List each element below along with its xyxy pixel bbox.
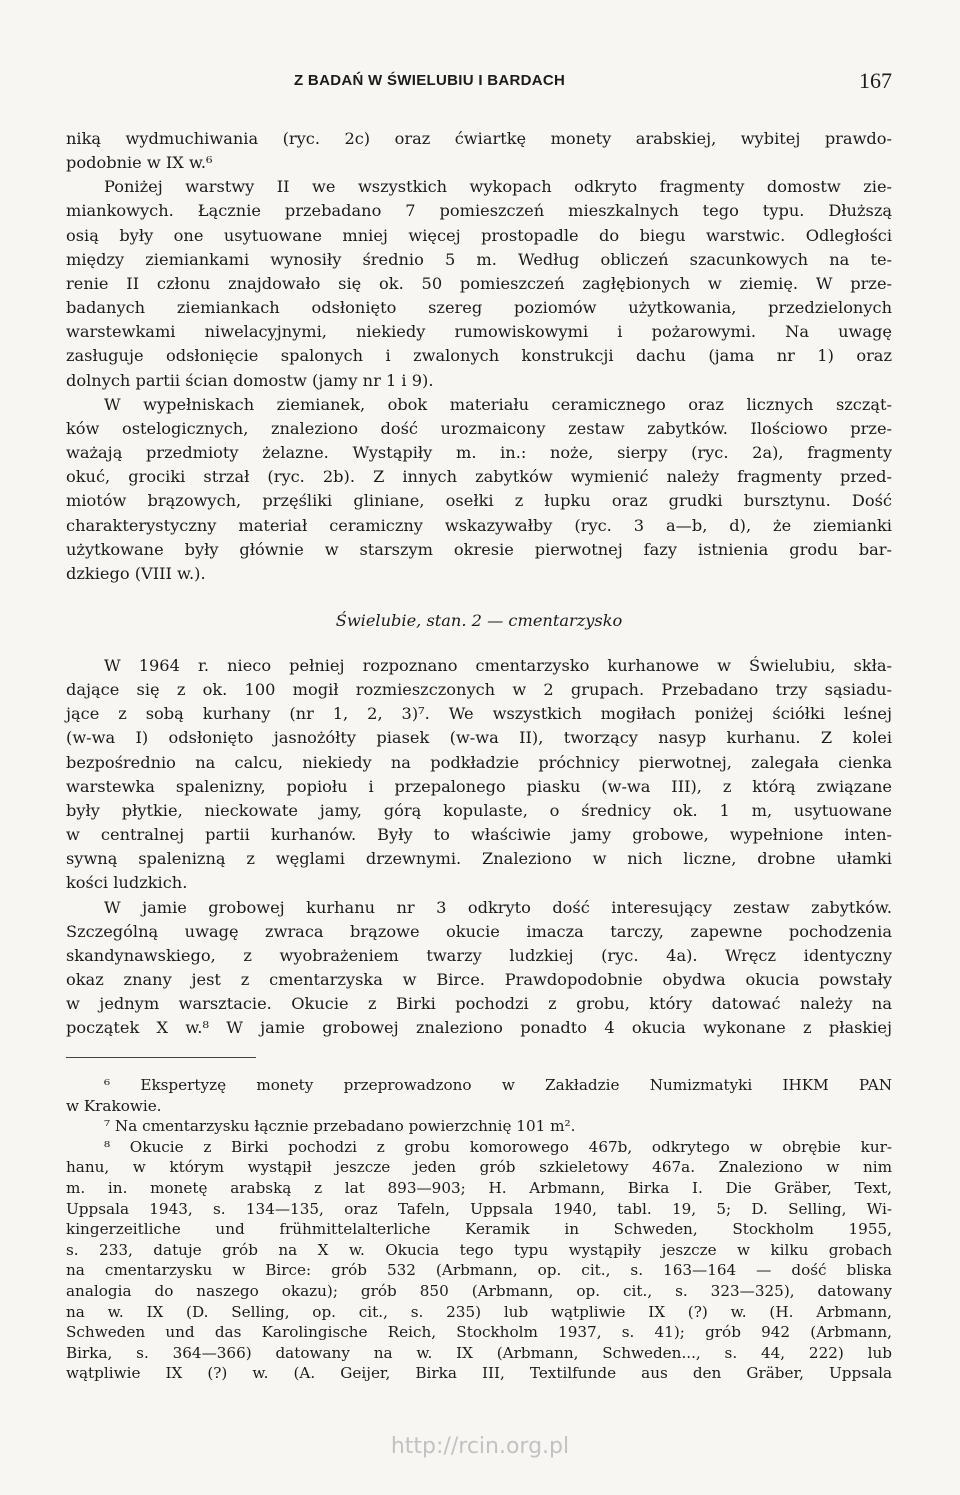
text-line: bezpośrednio na calcu, niekiedy na podkładzie próchnicy pierwotnej, zalegała cienka <box>66 752 892 772</box>
text-line: skandynawskiego, z wyobrażeniem twarzy ludzkiej (ryc. 4a). Wręcz identyczny <box>66 945 892 965</box>
page-number: 167 <box>859 68 892 93</box>
footnote-line: wątpliwie IX (?) w. (A. Geijer, Birka III, Textilfunde aus den Gräber, Uppsala <box>66 1364 892 1383</box>
text-line: okuć, grociki strzał (ryc. 2b). Z innych zabytków wymienić należy fragmenty przed- <box>66 467 892 487</box>
footnote-7 <box>66 1116 892 1137</box>
section-title: Świelubie, stan. 2 — cmentarzysko <box>335 610 623 630</box>
footnote-8 <box>66 1137 892 1384</box>
footnote-line: ⁷ Na cmentarzysku łącznie przebadano powierzchnię 101 m². <box>104 1117 576 1136</box>
footnote-6 <box>66 1075 892 1116</box>
text-line: sywną spalenizną z węglami drzewnymi. Znaleziono w nich liczne, drobne ułamki <box>66 849 892 869</box>
text-line: ważają przedmioty żelazne. Wystąpiły m. in.: noże, sierpy (ryc. 2a), fragmenty <box>66 443 892 463</box>
footnote-line: Schweden und das Karolingische Reich, Stockholm 1937, s. 41); grób 942 (Arbmann, <box>66 1323 892 1342</box>
text-line: warstewka spalenizny, popiołu i przepalonego piasku (w-wa III), z którą związane <box>66 776 892 796</box>
text-line: Szczególną uwagę zwraca brązowe okucie imacza tarczy, zapewne pochodzenia <box>66 921 892 941</box>
text-line: były płytkie, nieckowate jamy, górą kopulaste, o średnicy ok. 1 m, usytuowane <box>66 800 892 820</box>
text-line: W 1964 r. nieco pełniej rozpoznano cmentarzysko kurhanowe w Świelubiu, skła- <box>104 655 892 675</box>
footnote-line: Birka, s. 364—366) datowany na w. IX (Arbmann, Schweden..., s. 44, 222) lub <box>66 1343 892 1362</box>
footnote-divider <box>66 1057 256 1058</box>
footnote-line: ⁸ Okucie z Birki pochodzi z grobu komorowego 467b, odkrytego w obrębie kur- <box>104 1137 892 1156</box>
text-line: dolnych partii ścian domostw (jamy nr 1 i 9). <box>66 370 434 390</box>
footnote-line: kingerzeitliche und frühmittelalterliche Keramik in Schweden, Stockholm 1955, <box>66 1220 892 1239</box>
footnote-line: hanu, w którym wystąpił jeszcze jeden grób szkieletowy 467a. Znaleziono w nim <box>66 1158 892 1177</box>
footnote-line: analogia do naszego okazu); grób 850 (Arbmann, op. cit., s. 323—325), datowany <box>66 1281 892 1300</box>
paragraph-4 <box>66 654 892 896</box>
text-line: badanych ziemiankach odsłonięto szereg poziomów użytkowania, przedzielonych <box>66 298 892 318</box>
text-line: między ziemiankami wynosiły średnio 5 m. Według obliczeń szacunkowych na te- <box>66 249 892 269</box>
text-line: dające się z ok. 100 mogił rozmieszczonych w 2 grupach. Przebadano trzy sąsiadu- <box>66 680 892 700</box>
body-text <box>66 127 892 1040</box>
text-line: W jamie grobowej kurhanu nr 3 odkryto dość interesujący zestaw zabytków. <box>104 897 892 917</box>
text-line: dzkiego (VIII w.). <box>66 563 206 583</box>
footnote-line: m. in. monetę arabską z lat 893—903; H. Arbmann, Birka I. Die Gräber, Text, <box>66 1178 892 1197</box>
paragraph-5 <box>66 896 892 1041</box>
footnote-line: na w. IX (D. Selling, op. cit., s. 235) lub wątpliwie IX (?) w. (H. Arbmann, <box>66 1302 892 1321</box>
text-line: Poniżej warstwy II we wszystkich wykopach odkryto fragmenty domostw zie- <box>104 177 892 197</box>
text-line: miotów brązowych, przęśliki gliniane, osełki z łupku oraz grudki bursztynu. Dość <box>66 491 892 511</box>
footnote-line: ⁶ Ekspertyzę monety przeprowadzono w Zakładzie Numizmatyki IHKM PAN <box>104 1076 892 1094</box>
paragraph-1 <box>66 127 892 175</box>
footnotes <box>66 1075 892 1384</box>
footnote-line: Uppsala 1943, s. 134—135, oraz Tafeln, Uppsala 1940, tabl. 19, 5; D. Selling, Wi- <box>66 1199 892 1218</box>
text-line: zasługuje odsłonięcie spalonych i zwalonych konstrukcji dachu (jama nr 1) oraz <box>66 346 892 366</box>
text-line: osią były one usytuowane mniej więcej prostopadle do biegu warstwic. Odległości <box>66 225 892 245</box>
page-header <box>66 70 892 100</box>
text-line: jące z sobą kurhany (nr 1, 2, 3)⁷. We wszystkich mogiłach poniżej ściółki leśnej <box>66 704 892 724</box>
text-line: niką wydmuchiwania (ryc. 2c) oraz ćwiartkę monety arabskiej, wybitej prawdo- <box>66 129 892 148</box>
paragraph-2 <box>66 175 892 392</box>
paragraph-3 <box>66 393 892 586</box>
text-line: użytkowane były głównie w starszym okresie pierwotnej fazy istnienia grodu bar- <box>66 539 892 559</box>
text-line: W wypełniskach ziemianek, obok materiału ceramicznego oraz licznych szcząt- <box>104 394 892 414</box>
text-line: (w-wa I) odsłonięto jasnożółty piasek (w-wa II), tworzący nasyp kurhanu. Z kolei <box>66 728 892 748</box>
text-line: okaz znany jest z cmentarzyska w Birce. Prawdopodobnie obydwa okucia powstały <box>66 970 892 989</box>
text-line: podobnie w IX w.⁶ <box>66 153 213 173</box>
footnote-line: na cmentarzysku w Birce: grób 532 (Arbmann, op. cit., s. 163—164 — dość bliska <box>66 1261 892 1280</box>
text-line: w centralnej partii kurhanów. Były to właściwie jamy grobowe, wypełnione inten- <box>66 825 892 845</box>
text-line: warstewkami niwelacyjnymi, niekiedy rumowiskowymi i pożarowymi. Na uwagę <box>66 322 892 342</box>
text-line: charakterystyczny materiał ceramiczny wskazywałby (ryc. 3 a—b, d), że ziemianki <box>66 515 892 535</box>
text-line: renie II członu znajdowało się ok. 50 pomieszczeń zagłębionych w ziemię. W prze- <box>66 273 892 293</box>
text-line: początek X w.⁸ W jamie grobowej znaleziono ponadto 4 okucia wykonane z płaskiej <box>66 1018 892 1038</box>
text-line: ków ostelogicznych, znaleziono dość urozmaicony zestaw zabytków. Ilościowo prze- <box>66 418 892 438</box>
text-line: kości ludzkich. <box>66 873 188 893</box>
text-line: miankowych. Łącznie przebadano 7 pomieszczeń mieszkalnych tego typu. Dłuższą <box>66 201 892 221</box>
text-line: w jednym warsztacie. Okucie z Birki pochodzi z grobu, który datować należy na <box>66 994 892 1014</box>
footnote-line: w Krakowie. <box>66 1096 162 1115</box>
watermark-url: http://rcin.org.pl <box>390 1434 570 1459</box>
running-head: Z BADAŃ W ŚWIELUBIU I BARDACH <box>294 72 566 89</box>
footnote-line: s. 233, datuje grób na X w. Okucia tego typu wystąpiły jeszcze w kilku grobach <box>66 1240 892 1259</box>
